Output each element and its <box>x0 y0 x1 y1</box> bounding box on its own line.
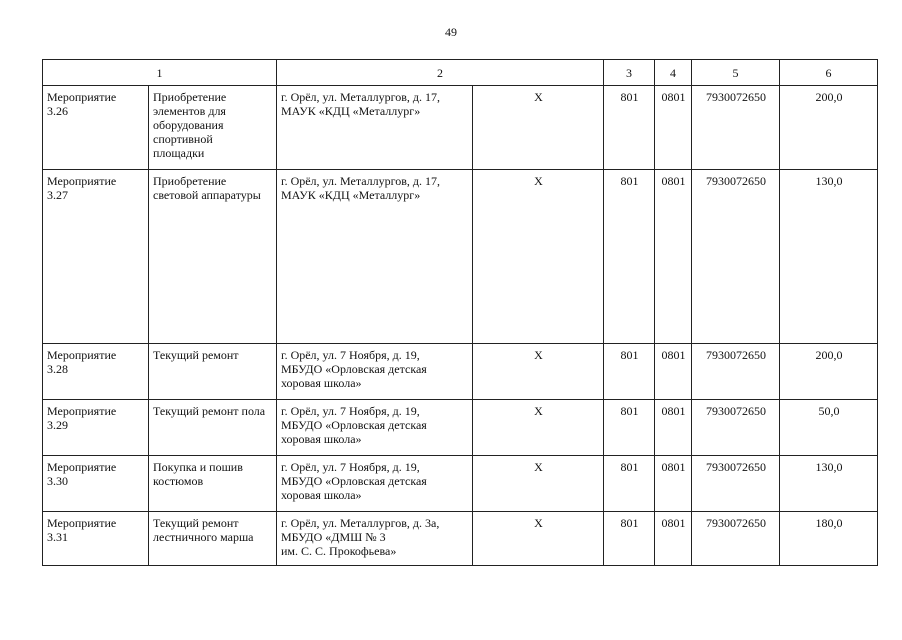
measure-description: Покупка и пошив костюмов <box>149 456 277 512</box>
cell-col-7: 130,0 <box>780 170 878 344</box>
measure-address: г. Орёл, ул. Металлургов, д. 17, МАУК «КДЦ «Металлург» <box>277 170 473 344</box>
header-col-5: 5 <box>692 60 780 86</box>
cell-col-7: 50,0 <box>780 400 878 456</box>
cell-col-3: X <box>473 344 604 400</box>
measure-address: г. Орёл, ул. Металлургов, д. 3а, МБУДО «ДМШ № 3 им. С. С. Прокофьева» <box>277 512 473 566</box>
measure-name: Мероприятие 3.28 <box>43 344 149 400</box>
header-col-6: 6 <box>780 60 878 86</box>
cell-col-5: 0801 <box>655 170 692 344</box>
cell-col-7: 180,0 <box>780 512 878 566</box>
cell-col-7: 200,0 <box>780 86 878 170</box>
measure-name: Мероприятие 3.26 <box>43 86 149 170</box>
measure-description: Приобретение элементов для оборудования спортивной площадки <box>149 86 277 170</box>
page-number: 49 <box>445 25 457 39</box>
cell-col-6: 7930072650 <box>692 400 780 456</box>
measure-name: Мероприятие 3.27 <box>43 170 149 344</box>
cell-col-5: 0801 <box>655 344 692 400</box>
measure-address: г. Орёл, ул. 7 Ноября, д. 19, МБУДО «Орловская детская хоровая школа» <box>277 344 473 400</box>
table-row <box>43 170 878 344</box>
cell-col-6: 7930072650 <box>692 170 780 344</box>
cell-col-4: 801 <box>604 512 655 566</box>
cell-col-6: 7930072650 <box>692 86 780 170</box>
header-col-4: 4 <box>655 60 692 86</box>
measure-name: Мероприятие 3.31 <box>43 512 149 566</box>
budget-table <box>42 59 878 566</box>
table-row <box>43 86 878 170</box>
header-col-1: 1 <box>43 60 277 86</box>
cell-col-3: X <box>473 456 604 512</box>
table-row <box>43 344 878 400</box>
table-row <box>43 400 878 456</box>
cell-col-7: 130,0 <box>780 456 878 512</box>
cell-col-7: 200,0 <box>780 344 878 400</box>
measure-description: Текущий ремонт пола <box>149 400 277 456</box>
measure-address: г. Орёл, ул. Металлургов, д. 17, МАУК «КДЦ «Металлург» <box>277 86 473 170</box>
measure-name: Мероприятие 3.30 <box>43 456 149 512</box>
header-row <box>43 60 878 86</box>
measure-description: Текущий ремонт лестничного марша <box>149 512 277 566</box>
cell-col-3: X <box>473 512 604 566</box>
table-row <box>43 512 878 566</box>
cell-col-3: X <box>473 86 604 170</box>
cell-col-6: 7930072650 <box>692 344 780 400</box>
measure-description: Текущий ремонт <box>149 344 277 400</box>
cell-col-5: 0801 <box>655 86 692 170</box>
measure-address: г. Орёл, ул. 7 Ноября, д. 19, МБУДО «Орловская детская хоровая школа» <box>277 400 473 456</box>
measure-description: Приобретение световой аппаратуры <box>149 170 277 344</box>
measure-name: Мероприятие 3.29 <box>43 400 149 456</box>
cell-col-4: 801 <box>604 86 655 170</box>
cell-col-5: 0801 <box>655 512 692 566</box>
cell-col-5: 0801 <box>655 400 692 456</box>
cell-col-3: X <box>473 400 604 456</box>
cell-col-3: X <box>473 170 604 344</box>
table-row <box>43 456 878 512</box>
cell-col-4: 801 <box>604 170 655 344</box>
cell-col-4: 801 <box>604 400 655 456</box>
cell-col-5: 0801 <box>655 456 692 512</box>
measure-address: г. Орёл, ул. 7 Ноября, д. 19, МБУДО «Орловская детская хоровая школа» <box>277 456 473 512</box>
cell-col-6: 7930072650 <box>692 456 780 512</box>
header-col-3: 3 <box>604 60 655 86</box>
cell-col-4: 801 <box>604 456 655 512</box>
cell-col-6: 7930072650 <box>692 512 780 566</box>
cell-col-4: 801 <box>604 344 655 400</box>
header-col-2: 2 <box>277 60 604 86</box>
